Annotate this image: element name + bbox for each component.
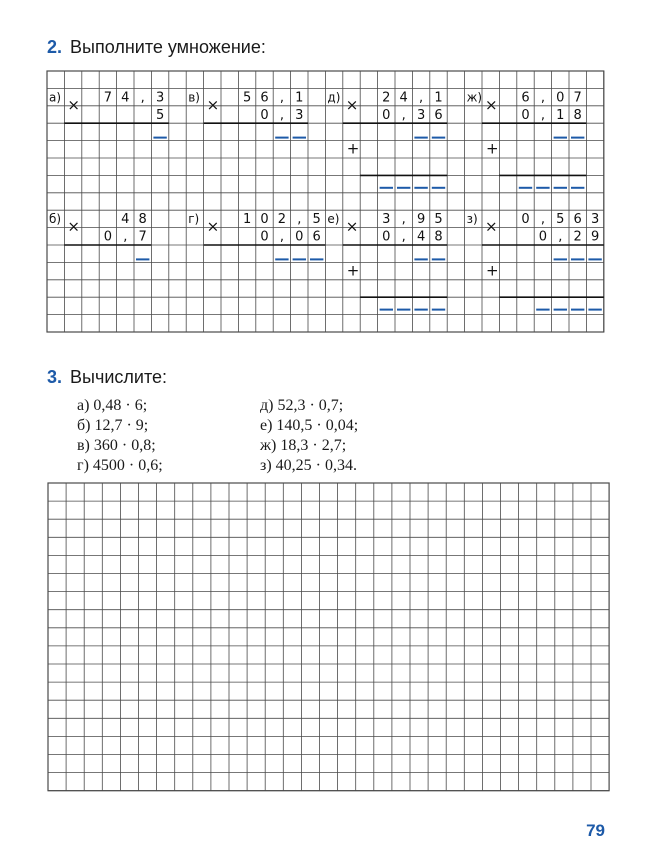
plus-sign: +: [486, 139, 499, 158]
top-digit: 3: [590, 212, 600, 228]
bottom-digit: 6: [312, 229, 321, 245]
top-digit: 1: [434, 90, 443, 106]
task-3-item: е) 140,5 · 0,04;: [260, 417, 359, 434]
plus-sign: +: [346, 139, 360, 158]
bottom-digit: 0: [382, 229, 391, 245]
problem-label: а): [49, 90, 62, 105]
task-3-item: з) 40,25 · 0,34.: [260, 457, 357, 474]
top-digit: 2: [277, 212, 287, 228]
multiply-sign: ×: [67, 217, 80, 236]
top-digit: ,: [279, 90, 284, 106]
bottom-digit: 3: [295, 107, 304, 123]
top-digit: 5: [556, 212, 565, 228]
task-3-item: б) 12,7 · 9;: [77, 417, 149, 434]
top-digit: 4: [121, 212, 130, 228]
task-3-items: [77, 396, 480, 475]
bottom-digit: ,: [558, 229, 563, 245]
task-3-number: 3.: [47, 367, 63, 387]
multiply-sign: ×: [345, 95, 359, 114]
top-digit: 9: [416, 212, 426, 228]
top-digit: ,: [540, 212, 545, 228]
top-digit: 6: [521, 90, 530, 106]
top-digit: 1: [295, 90, 304, 106]
top-digit: 5: [312, 212, 321, 228]
top-digit: 0: [521, 212, 530, 228]
bottom-digit: 5: [155, 107, 165, 123]
multiply-sign: ×: [485, 95, 498, 114]
bottom-digit: 0: [260, 229, 269, 245]
multiply-sign: ×: [67, 95, 80, 114]
multiply-sign: ×: [206, 95, 220, 114]
plus-sign: +: [346, 261, 360, 280]
problem-label: ж): [466, 90, 483, 105]
bottom-digit: ,: [279, 229, 284, 245]
top-digit: 7: [103, 90, 113, 106]
bottom-digit: ,: [540, 107, 545, 123]
top-digit: 0: [556, 90, 565, 106]
bottom-digit: 9: [590, 229, 600, 245]
problem-label: в): [188, 90, 200, 105]
multiply-sign: ×: [345, 217, 359, 236]
top-digit: 6: [260, 90, 269, 106]
bottom-digit: 6: [434, 107, 443, 123]
bottom-digit: 8: [434, 229, 443, 245]
top-digit: 4: [121, 90, 130, 106]
bottom-digit: ,: [279, 107, 284, 123]
bottom-digit: 3: [416, 107, 426, 123]
multiply-sign: ×: [485, 217, 498, 236]
task-2-title: Выполните умножение:: [70, 37, 266, 57]
problem-label: б): [49, 212, 62, 227]
problem-label: г): [188, 212, 200, 227]
bottom-digit: 0: [538, 229, 548, 245]
bottom-digit: 7: [138, 229, 147, 245]
top-digit: 5: [434, 212, 443, 228]
top-digit: 1: [242, 212, 252, 228]
bottom-digit: 1: [556, 107, 565, 123]
top-digit: ,: [297, 212, 302, 228]
bottom-digit: 0: [295, 229, 304, 245]
task-3-title: Вычислите:: [70, 367, 168, 387]
top-digit: 2: [382, 90, 391, 106]
bottom-digit: 8: [573, 107, 582, 123]
bottom-digit: ,: [401, 229, 406, 245]
multiply-sign: ×: [206, 217, 220, 236]
task-3-item: д) 52,3 · 0,7;: [260, 397, 344, 414]
top-digit: 8: [138, 212, 147, 228]
page-number: 79: [586, 821, 605, 840]
bottom-digit: 0: [382, 107, 391, 123]
top-digit: 6: [573, 212, 582, 228]
task-3-item: в) 360 · 0,8;: [77, 437, 156, 454]
problem-label: з): [466, 212, 478, 227]
bottom-digit: 0: [521, 107, 530, 123]
bottom-digit: 2: [573, 229, 582, 245]
task-2-number: 2.: [47, 37, 63, 57]
problem-label: е): [327, 212, 340, 227]
bottom-digit: ,: [401, 107, 406, 123]
top-digit: 5: [242, 90, 252, 106]
top-digit: 4: [399, 90, 408, 106]
top-digit: 7: [573, 90, 582, 106]
task-3-heading: [47, 367, 167, 388]
top-digit: ,: [419, 90, 424, 106]
problem-label: д): [327, 90, 341, 105]
bottom-digit: ,: [123, 229, 128, 245]
bottom-digit: 0: [103, 229, 113, 245]
task-3-item: г) 4500 · 0,6;: [77, 457, 163, 474]
task-2-cell-grid: [47, 71, 604, 332]
top-digit: 3: [382, 212, 391, 228]
plus-sign: +: [486, 261, 499, 280]
bottom-digit: 0: [260, 107, 269, 123]
top-digit: ,: [540, 90, 545, 106]
top-digit: 3: [155, 90, 165, 106]
task-3-item: ж) 18,3 · 2,7;: [260, 437, 347, 454]
top-digit: ,: [401, 212, 406, 228]
top-digit: 0: [260, 212, 269, 228]
bottom-digit: 4: [416, 229, 426, 245]
top-digit: ,: [140, 90, 145, 106]
task-3-item: а) 0,48 · 6;: [77, 397, 148, 414]
